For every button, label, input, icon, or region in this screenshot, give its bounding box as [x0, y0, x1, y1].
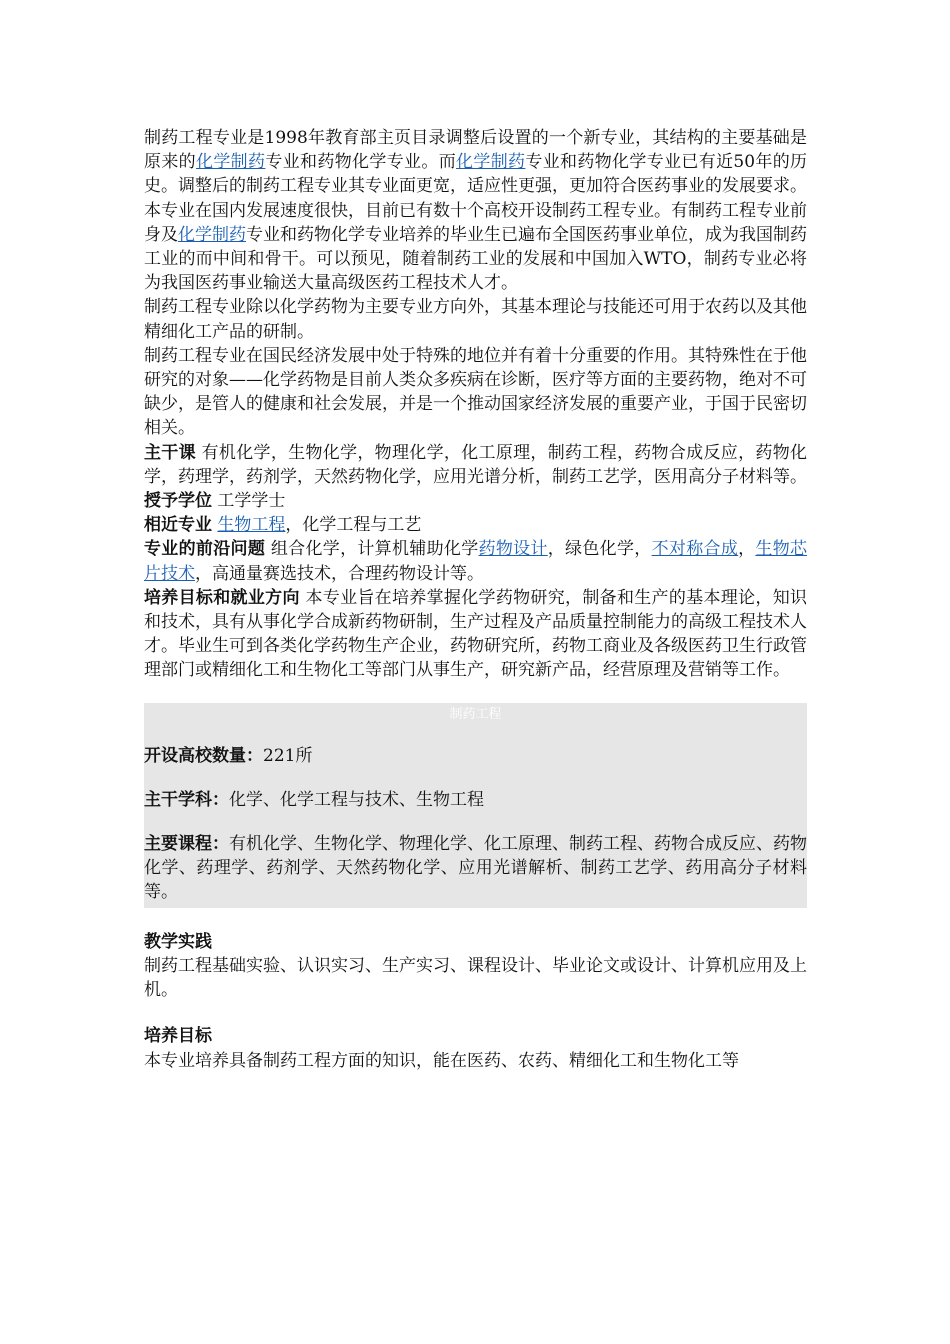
practice-heading: 教学实践 [144, 931, 212, 952]
intro-text: 制药工程专业是1998年教育部主页目录调整后设置的一个新专业，其结构的主要基础是原来的 [144, 128, 807, 173]
intro-paragraph-1 [144, 126, 807, 295]
link-asymmetric-synthesis[interactable]: 不对称合成 [651, 539, 739, 560]
objective-heading: 培养目标 [144, 1026, 212, 1047]
related-majors [144, 513, 807, 537]
disciplines-value: 化学、化学工程与技术、生物工程 [229, 789, 484, 810]
link-chemical-pharmacy-3[interactable]: 化学制药 [178, 224, 246, 245]
courses-value: 有机化学、生物化学、物理化学、化工原理、制药工程、药物合成反应、药物化学、药理学、药剂学、天然药物化学、应用光谱解析、制药工艺学、药用高分子材料等。 [144, 834, 807, 903]
link-chemical-pharmacy-2[interactable]: 化学制药 [456, 152, 526, 173]
main-courses [144, 832, 807, 905]
related-text: ，化学工程与工艺 [285, 515, 422, 536]
document-page [144, 126, 807, 1073]
disciplines-label: 主干学科： [144, 789, 229, 810]
degree [144, 489, 807, 513]
school-count-value: 221所 [263, 745, 313, 766]
link-biochip-technology[interactable]: 生物芯片技术 [144, 539, 808, 584]
degree-label: 授予学位 [144, 491, 212, 512]
intro-paragraph-3: 制药工程专业在国民经济发展中处于特殊的地位并有着十分重要的作用。其特殊性在于他研究的对象——化学药物是目前人类众多疾病在诊断，医疗等方面的主要药物，绝对不可缺少，是管人的健康和社会发展，并是一个推动国家经济发展的重要产业，于国于民密切相关。 [144, 345, 807, 439]
core-courses-text: 有机化学，生物化学，物理化学，化工原理，制药工程，药物合成反应，药物化学，药理学，药剂学，天然药物化学，应用光谱分析，制药工艺学，医用高分子材料等。 [144, 442, 808, 487]
frontier-text: ，绿色化学， [547, 539, 652, 560]
intro-text: 专业和药物化学专业已有近50年的历史。调整后的制药工程专业其专业面更宽，适应性更强，更加符合医药事业的发展要求。本专业在国内发展速度很快，目前已有数十个高校开设制药工程专业。有制药工程专业前身及 [144, 152, 808, 245]
teaching-practice [144, 930, 807, 1003]
degree-text: 工学学士 [212, 491, 286, 512]
link-bioengineering[interactable]: 生物工程 [217, 515, 286, 536]
related-label: 相近专业 [144, 515, 212, 536]
core-courses [144, 441, 807, 489]
major-info-box [144, 703, 807, 908]
frontier-label: 专业的前沿问题 [144, 539, 266, 560]
training-objective [144, 1024, 807, 1072]
intro-paragraph-2: 制药工程专业除以化学药物为主要专业方向外，其基本理论与技能还可用于农药以及其他精细化工产品的研制。 [144, 297, 807, 342]
goals-label: 培养目标和就业方向 [144, 587, 300, 608]
frontier-text: ，高通量赛选技术，合理药物设计等。 [195, 563, 484, 584]
frontier-text: ， [738, 539, 756, 560]
intro-text: 专业和药物化学专业培养的毕业生已遍布全国医药事业单位，成为我国制药工业的而中间和骨干。可以预见，随着制药工业的发展和中国加入WTO，制药专业必将为我国医药事业输送大量高级医药工程技术人才。 [144, 224, 807, 294]
intro-text: 专业和药物化学专业。而 [265, 152, 457, 173]
courses-label: 主要课程： [144, 834, 229, 855]
frontier-issues [144, 537, 807, 585]
objective-text: 本专业培养具备制药工程方面的知识，能在医药、农药、精细化工和生物化工等 [144, 1050, 739, 1071]
link-chemical-pharmacy-1[interactable]: 化学制药 [196, 152, 266, 173]
frontier-text: 组合化学，计算机辅助化学 [265, 539, 479, 560]
core-courses-label: 主干课 [144, 442, 196, 463]
practice-text: 制药工程基础实验、认识实习、生产实习、课程设计、毕业论文或设计、计算机应用及上机。 [144, 955, 807, 1001]
goals-employment [144, 586, 807, 683]
school-count [144, 744, 807, 768]
link-drug-design[interactable]: 药物设计 [478, 539, 548, 560]
box-title: 制药工程 [449, 706, 502, 722]
school-count-label: 开设高校数量： [144, 745, 263, 766]
main-disciplines [144, 788, 807, 812]
goals-text: 本专业旨在培养掌握化学药物研究，制备和生产的基本理论，知识和技术，具有从事化学合成新药物研制，生产过程及产品质量控制能力的高级工程技术人才。毕业生可到各类化学药物生产企业，药物研究所，药物工商业及各级医药卫生行政管理部门或精细化工和生物化工等部门从事生产，研究新产品，经营原理及营销等工作。 [144, 587, 808, 681]
